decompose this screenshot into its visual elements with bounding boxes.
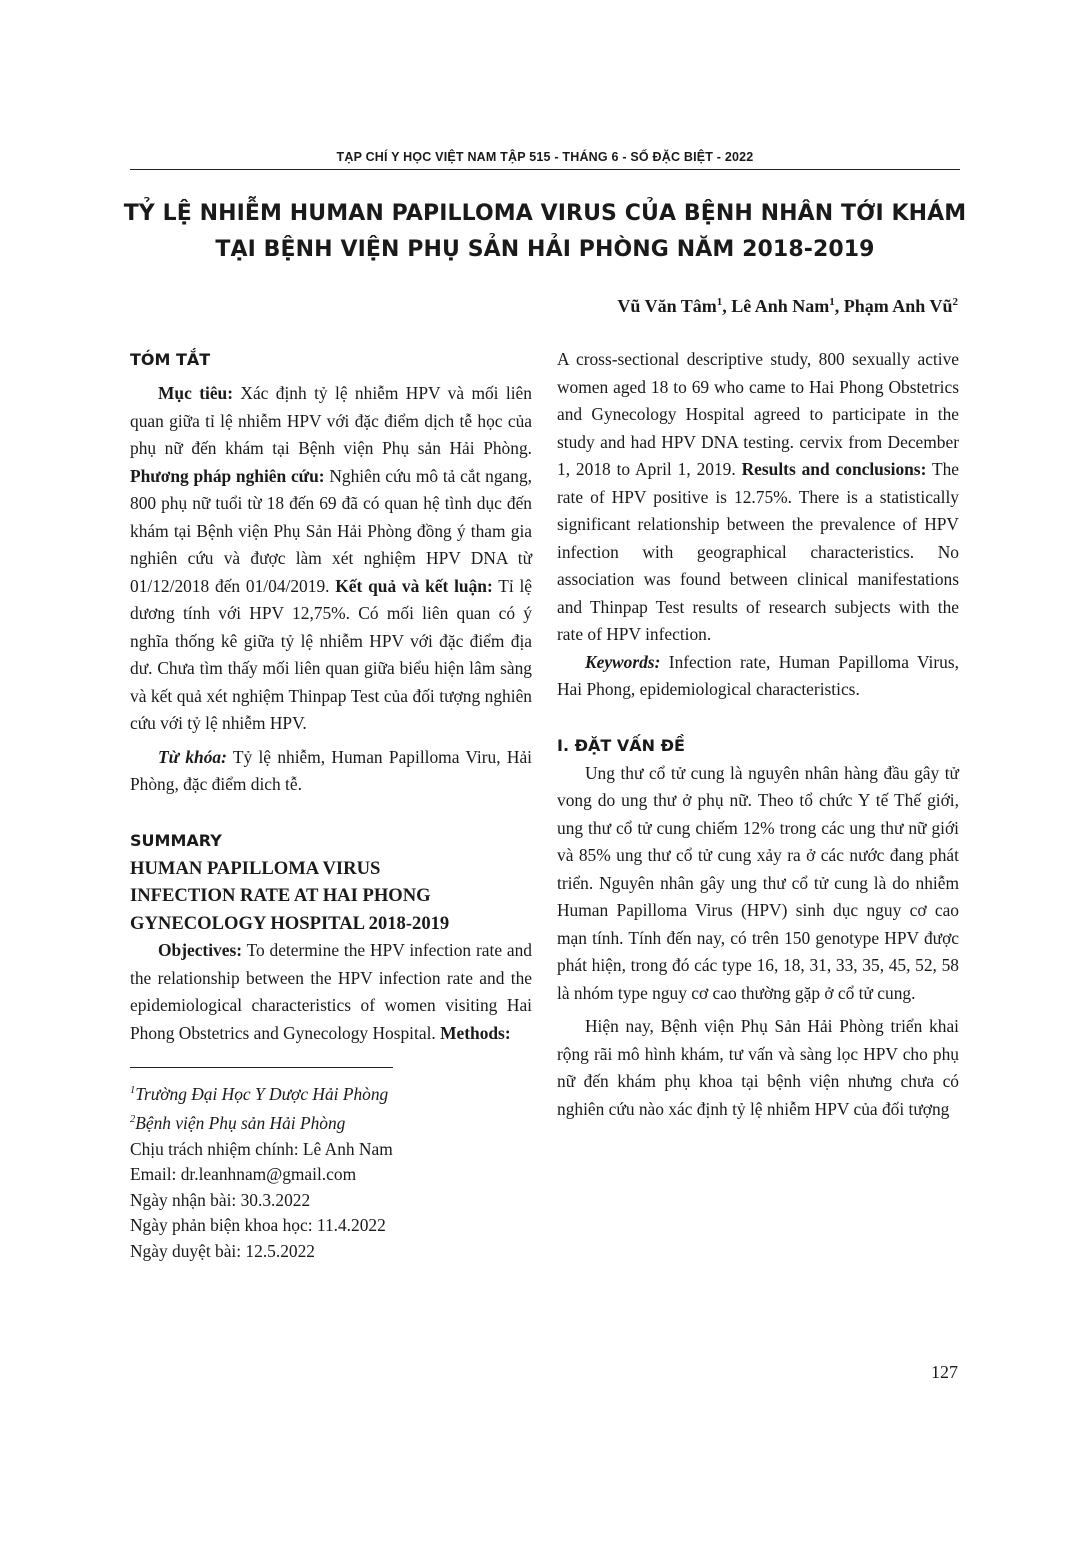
author-name: Vũ Văn Tâm	[617, 296, 717, 316]
right-column	[557, 346, 959, 1123]
en-methods-text: A cross-sectional descriptive study, 800 sexually active women aged 18 to 69 who came to Hai Phong Obstetrics and Gynecology Hospital agreed to participate in the study and had HPV DNA testing. cervix from December 1, 2018 to April 1, 2019.	[557, 349, 959, 479]
objective-label: Mục tiêu:	[158, 383, 233, 403]
section-1-para-2: Hiện nay, Bệnh viện Phụ Sản Hải Phòng triển khai rộng rãi mô hình khám, tư vấn và sàng lọc HPV cho phụ nữ đến khám phụ khoa tại bệnh viện nhưng chưa có nghiên cứu nào xác định tỷ lệ nhiễm HPV của đối tượng	[557, 1016, 959, 1119]
vn-keywords	[130, 744, 532, 799]
summary-heading: SUMMARY	[130, 830, 222, 850]
author-affiliation: 2	[952, 296, 958, 308]
affiliation-2: $^2$Bệnh viện Phụ sản Hải Phòng	[130, 1113, 346, 1134]
results-label: Kết quả và kết luận:	[335, 575, 493, 596]
vn-abstract-heading: TÓM TẮT	[130, 350, 211, 369]
summary-title	[130, 855, 532, 938]
author-list: Vũ Văn Tâm$^1$, Lê Anh Nam$^1$, Phạm Anh $Vũ^2$	[617, 296, 958, 316]
summary-title-line-2: INFECTION RATE AT HAI PHONG	[130, 885, 431, 906]
corresponding-email: Email: dr.leanhnam@gmail.com	[130, 1164, 357, 1185]
affiliation-1: $^1$Trường Đại Học Y Dược Hải Phòng	[130, 1083, 389, 1104]
author-affiliation: 1	[716, 296, 723, 308]
journal-header: TẠP CHÍ Y HỌC VIỆT NAM TẬP 515 - THÁNG 6 - SỐ ĐẶC BIỆT - 2022	[336, 150, 754, 164]
author-name: Phạm Anh Vũ	[843, 296, 953, 316]
methods-text: Nghiên cứu mô tả cắt ngang, 800 phụ nữ tuổi từ 18 đến 69 đã có quan hệ tình dục đến khám tại Bệnh viện Phụ Sản Hải Phòng đồng ý tham gia nghiên cứu và được làm xét nghiệm HPV DNA từ 01/12/2018 đến 01/04/2019.	[130, 465, 532, 596]
page-number: 127	[931, 1362, 958, 1382]
objectives-label: Objectives:	[158, 940, 243, 960]
corresponding-author: Chịu trách nhiệm chính: Lê Anh Nam	[130, 1138, 393, 1159]
summary-title-line-3: GYNECOLOGY HOSPITAL 2018-2019	[130, 912, 450, 934]
en-summary-body-start	[130, 937, 532, 1047]
vn-abstract-body	[130, 380, 532, 738]
vn-keywords-text: Tỷ lệ nhiễm, Human Papilloma Viru, Hải Phòng, đặc điểm dich tễ.	[130, 746, 532, 794]
en-results-label: Results and conclusions:	[741, 459, 927, 479]
objective-text: Xác định tỷ lệ nhiễm HPV và mối liên quan giữa tỉ lệ nhiễm HPV với đặc điểm dịch tễ học của phụ nữ đến khám tại Bệnh viện Phụ sản Hải Phòng.	[130, 383, 532, 458]
objectives-text: To determine the HPV infection rate and the relationship between the HPV infection rate and the epidemiological characteristics of women visiting Hai Phong Obstetrics and Gynecology Hospital.	[130, 940, 532, 1043]
title-line-2: TẠI BỆNH VIỆN PHỤ SẢN HẢI PHÒNG NĂM 2018-2019	[215, 237, 875, 262]
date-reviewed: Ngày phản biện khoa học: 11.4.2022	[130, 1215, 386, 1236]
en-summary-body-cont	[557, 346, 959, 649]
summary-title-line-1: HUMAN PAPILLOMA VIRUS	[130, 857, 381, 879]
date-accepted: Ngày duyệt bài: 12.5.2022	[130, 1240, 315, 1261]
footnotes	[130, 1078, 532, 1264]
vn-keywords-label: Từ khóa:	[158, 746, 227, 767]
header-divider	[130, 169, 960, 170]
section-1-heading: I. ĐẶT VẤN ĐỀ	[557, 735, 685, 755]
paper-title	[110, 196, 980, 268]
date-received: Ngày nhận bài: 30.3.2022	[130, 1189, 311, 1210]
en-keywords-text: Infection rate, Human Papilloma Virus, Hai Phong, epidemiological characteristics.	[557, 651, 959, 699]
methods-label: Phương pháp nghiên cứu:	[130, 465, 325, 486]
en-keywords	[557, 649, 959, 704]
en-methods-label: Methods:	[440, 1022, 511, 1043]
author-name: Lê Anh Nam	[731, 296, 830, 316]
section-1-para-1: Ung thư cổ tử cung là nguyên nhân hàng đầu gây tử vong do ung thư ở phụ nữ. Theo tổ chức Y tế Thế giới, ung thư cổ tử cung chiếm 12% trong các ung thư nữ giới và 85% ung thư cổ tử cung xảy ra ở các nước đang phát triển. Nguyên nhân gây ung thư cổ tử cung là do nhiễm Human Papilloma Virus (HPV) sinh dục nguy cơ cao mạn tính. Tính đến nay, có trên 150 genotype HPV được phát hiện, trong đó các type 16, 18, 31, 33, 35, 45, 52, 58 là nhóm type nguy cơ cao thường gặp ở cổ tử cung.	[557, 762, 959, 1003]
title-line-1: TỶ LỆ NHIỄM HUMAN PAPILLOMA VIRUS CỦA BỆNH NHÂN TỚI KHÁM	[123, 201, 967, 226]
author-affiliation: 1	[829, 296, 835, 308]
en-results-text: The rate of HPV positive is 12.75%. There is a statistically significant relationship between the prevalence of HPV infection with geographical characteristics. No association was found between clinical manifestations and Thinpap Test results of research subjects with the rate of HPV infection.	[557, 459, 959, 644]
en-keywords-label: Keywords:	[585, 651, 661, 672]
left-column	[130, 346, 532, 1264]
footnote-divider	[130, 1067, 393, 1068]
results-text: Tỉ lệ dương tính với HPV 12,75%. Có mối liên quan có ý nghĩa thống kê giữa tỷ lệ nhiễm HPV với đặc điểm địa dư. Chưa tìm thấy mối liên quan giữa biểu hiện lâm sàng và kết quả xét nghiệm Thinpap Test của đối tượng nghiên cứu với tỷ lệ nhiễm HPV.	[130, 575, 533, 733]
